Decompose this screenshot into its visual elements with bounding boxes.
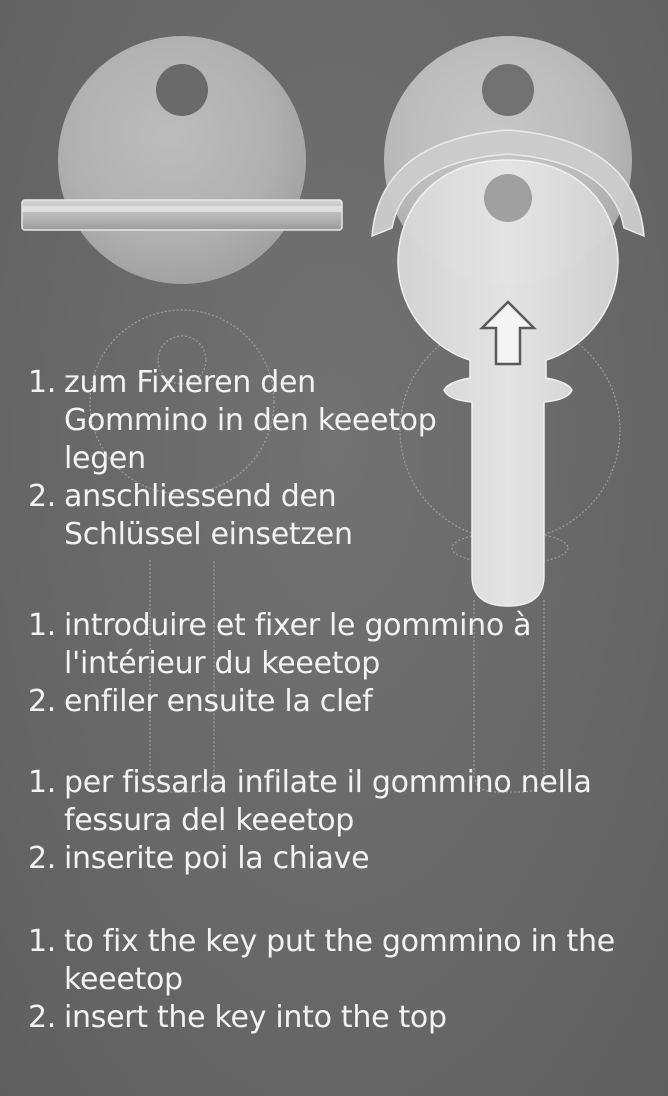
step-line: insert the key into the top: [64, 1000, 447, 1035]
step-line: per fissarla infilate il gommino nella: [64, 765, 592, 800]
instructions-italian: [28, 764, 658, 878]
step-line: keeetop: [64, 962, 183, 997]
step-line: introduire et fixer le gommino à: [64, 608, 532, 643]
step-number: 1.: [28, 608, 57, 643]
step-line: Gommino in den keeetop: [64, 403, 437, 438]
step-2: [28, 840, 658, 878]
step-number: 1.: [28, 765, 57, 800]
step-number: 2.: [28, 479, 57, 514]
step-1: [28, 923, 658, 999]
instructions-english: [28, 923, 658, 1037]
step-line: l'intérieur du keeetop: [64, 646, 380, 681]
step-1: [28, 364, 658, 478]
step-number: 2.: [28, 841, 57, 876]
step-number: 2.: [28, 684, 57, 719]
step-1: [28, 764, 658, 840]
instructions-german: [28, 364, 658, 554]
step-line: fessura del keeetop: [64, 803, 355, 838]
step-line: zum Fixieren den: [64, 365, 316, 400]
instructions-french: [28, 607, 658, 721]
step-1: [28, 607, 658, 683]
step-line: enfiler ensuite la clef: [64, 684, 373, 719]
step-number: 2.: [28, 1000, 57, 1035]
step-line: legen: [64, 441, 146, 476]
step-line: anschliessend den: [64, 479, 337, 514]
step-number: 1.: [28, 365, 57, 400]
step-line: inserite poi la chiave: [64, 841, 370, 876]
step-2: [28, 999, 658, 1037]
step-2: [28, 478, 658, 554]
step-2: [28, 683, 658, 721]
step-line: to fix the key put the gommino in the: [64, 924, 615, 959]
step-number: 1.: [28, 924, 57, 959]
step-line: Schlüssel einsetzen: [64, 517, 353, 552]
